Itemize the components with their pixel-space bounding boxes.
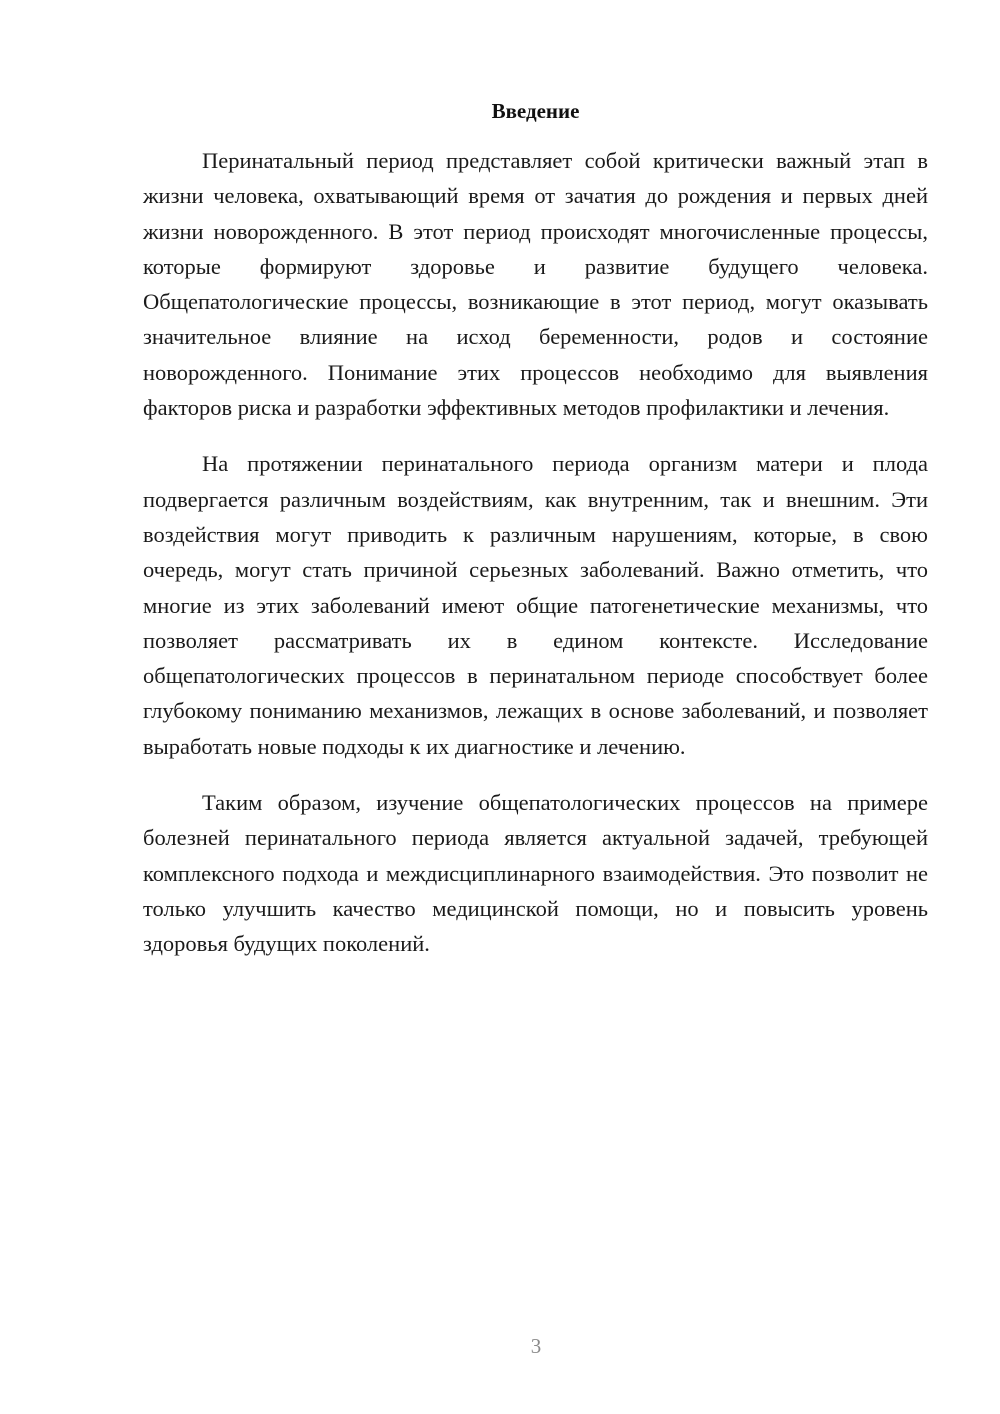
page-title: Введение [491, 99, 580, 123]
page-number: 3 [530, 1334, 542, 1358]
paragraph-2: На протяжении перинатального периода организм матери и плода подвергается различным воздействиям, как внутренним, так и внешним. Эти воздействия могут приводить к различным нарушениям, которые, в свою очередь, могут стать причиной серьезных заболеваний. Важно отметить, что многие из этих заболеваний имеют общие патогенетические механизмы, что позволяет рассматривать их в едином контексте. Исследование общепатологических процессов в перинатальном периоде способствует более глубокому пониманию механизмов, лежащих в основе заболеваний, и позволяет выработать новые подходы к их диагностике и лечению. [143, 451, 928, 759]
document-body [143, 143, 928, 983]
paragraph-1: Перинатальный период представляет собой критически важный этап в жизни человека, охватывающий время от зачатия до рождения и первых дней жизни новорожденного. В этот период происходят многочисленные процессы, которые формируют здоровье и развитие будущего человека. Общепатологические процессы, возникающие в этот период, могут оказывать значительное влияние на исход беременности, родов и состояние новорожденного. Понимание этих процессов необходимо для выявления факторов риска и разработки эффективных методов профилактики и лечения. [143, 148, 928, 421]
paragraph-3: Таким образом, изучение общепатологических процессов на примере болезней перинатального периода является актуальной задачей, требующей комплексного подхода и междисциплинарного взаимодействия. Это позволит не только улучшить качество медицинской помощи, но и повысить уровень здоровья будущих поколений. [143, 790, 928, 957]
